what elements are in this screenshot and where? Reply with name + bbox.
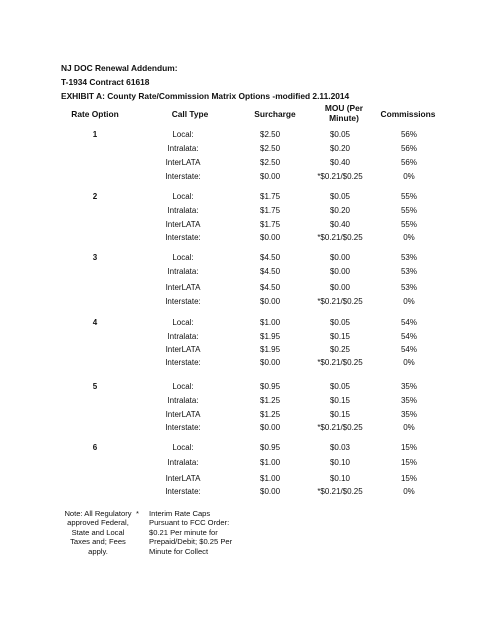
rate-option-number: 6	[92, 443, 98, 452]
commission-cell: 55%	[400, 192, 417, 201]
commission-cell: 35%	[400, 382, 417, 391]
surcharge-cell: $2.50	[260, 158, 281, 167]
mou-cell: $0.00	[329, 253, 351, 262]
commission-cell: 54%	[400, 332, 417, 341]
column-header-rate-option: Rate Option	[71, 109, 119, 119]
note-taxes-line: apply.	[88, 546, 108, 556]
mou-cell: $0.40	[329, 220, 351, 229]
surcharge-cell: $0.95	[260, 382, 281, 391]
surcharge-cell: $4.50	[260, 267, 281, 276]
commission-cell: 53%	[400, 253, 417, 262]
surcharge-cell: $1.75	[260, 220, 281, 229]
mou-cell: $0.15	[329, 396, 351, 405]
rate-option-number: 4	[92, 318, 98, 327]
note-rate-caps-line: Prepaid/Debit; $0.25 Per	[149, 537, 233, 547]
surcharge-cell: $1.95	[260, 345, 281, 354]
column-header-mou-line-1: MOU (Per	[324, 103, 364, 113]
call-type-cell: Interstate:	[165, 423, 201, 432]
note-taxes-line: State and Local	[71, 527, 125, 537]
mou-cell: $0.05	[329, 192, 351, 201]
note-taxes	[58, 509, 138, 556]
mou-cell: $0.03	[329, 443, 351, 452]
note-taxes-line: Note: All Regulatory	[64, 509, 132, 518]
mou-cell: $0.05	[329, 382, 351, 391]
surcharge-cell: $1.75	[260, 192, 281, 201]
mou-cell: $0.05	[329, 318, 351, 327]
surcharge-cell: $1.25	[260, 396, 281, 405]
note-rate-caps-line: Interim Rate Caps	[149, 509, 211, 518]
call-type-cell: Local:	[172, 443, 194, 452]
commission-cell: 0%	[403, 297, 415, 306]
commission-cell: 54%	[400, 318, 417, 327]
call-type-cell: Local:	[172, 318, 194, 327]
surcharge-cell: $0.00	[260, 172, 281, 181]
header-line-1: NJ DOC Renewal Addendum:	[61, 63, 178, 73]
commission-cell: 53%	[400, 267, 417, 276]
commission-cell: 56%	[400, 130, 417, 139]
mou-cell: $0.40	[329, 158, 351, 167]
column-header-call-type: Call Type	[171, 109, 209, 119]
mou-cell: $0.10	[329, 474, 351, 483]
mou-cell: $0.15	[329, 332, 351, 341]
mou-cell: *$0.21/$0.25	[317, 487, 363, 496]
column-header-surcharge: Surcharge	[254, 109, 296, 119]
note-taxes-line: approved Federal,	[67, 518, 129, 528]
call-type-cell: Local:	[172, 130, 194, 139]
mou-cell: $0.25	[329, 345, 351, 354]
mou-cell: $0.05	[329, 130, 351, 139]
surcharge-cell: $4.50	[260, 253, 281, 262]
mou-cell: *$0.21/$0.25	[317, 233, 363, 242]
column-header-mou	[314, 103, 374, 123]
call-type-cell: Intralata:	[167, 267, 199, 276]
commission-cell: 54%	[400, 345, 417, 354]
surcharge-cell: $0.00	[260, 297, 281, 306]
call-type-cell: Interstate:	[165, 172, 201, 181]
mou-cell: $0.15	[329, 410, 351, 419]
rate-option-number: 5	[92, 382, 98, 391]
surcharge-cell: $1.75	[260, 206, 281, 215]
commission-cell: 0%	[403, 358, 415, 367]
surcharge-cell: $2.50	[260, 144, 281, 153]
call-type-cell: InterLATA	[165, 158, 201, 167]
commission-cell: 15%	[400, 474, 417, 483]
mou-cell: $0.20	[329, 206, 351, 215]
surcharge-cell: $4.50	[260, 283, 281, 292]
rate-option-number: 2	[92, 192, 98, 201]
surcharge-cell: $1.00	[260, 318, 281, 327]
surcharge-cell: $0.00	[260, 233, 281, 242]
surcharge-cell: $1.00	[260, 458, 281, 467]
surcharge-cell: $1.00	[260, 474, 281, 483]
rate-option-number: 3	[92, 253, 98, 262]
mou-cell: *$0.21/$0.25	[317, 358, 363, 367]
commission-cell: 53%	[400, 283, 417, 292]
mou-cell: *$0.21/$0.25	[317, 423, 363, 432]
rate-option-number: 1	[92, 130, 98, 139]
surcharge-cell: $0.95	[260, 443, 281, 452]
call-type-cell: InterLATA	[165, 220, 201, 229]
call-type-cell: Local:	[172, 253, 194, 262]
commission-cell: 15%	[400, 458, 417, 467]
call-type-cell: InterLATA	[165, 345, 201, 354]
commission-cell: 35%	[400, 410, 417, 419]
commission-cell: 0%	[403, 233, 415, 242]
call-type-cell: InterLATA	[165, 410, 201, 419]
commission-cell: 0%	[403, 487, 415, 496]
mou-cell: $0.10	[329, 458, 351, 467]
mou-cell: *$0.21/$0.25	[317, 297, 363, 306]
commission-cell: 0%	[403, 423, 415, 432]
call-type-cell: Intralata:	[167, 144, 199, 153]
commission-cell: 56%	[400, 158, 417, 167]
surcharge-cell: $0.00	[260, 423, 281, 432]
call-type-cell: Intralata:	[167, 206, 199, 215]
commission-cell: 0%	[403, 172, 415, 181]
note-rate-caps-line: Minute for Collect	[149, 546, 209, 556]
surcharge-cell: $1.95	[260, 332, 281, 341]
call-type-cell: Interstate:	[165, 487, 201, 496]
call-type-cell: Local:	[172, 382, 194, 391]
commission-cell: 56%	[400, 144, 417, 153]
surcharge-cell: $0.00	[260, 358, 281, 367]
commission-cell: 55%	[400, 220, 417, 229]
surcharge-cell: $2.50	[260, 130, 281, 139]
call-type-cell: Intralata:	[167, 458, 199, 467]
call-type-cell: Interstate:	[165, 358, 201, 367]
call-type-cell: Local:	[172, 192, 194, 201]
mou-cell: *$0.21/$0.25	[317, 172, 363, 181]
call-type-cell: InterLATA	[165, 474, 201, 483]
call-type-cell: Interstate:	[165, 233, 201, 242]
surcharge-cell: $1.25	[260, 410, 281, 419]
mou-cell: $0.00	[329, 267, 351, 276]
header-line-3: EXHIBIT A: County Rate/Commission Matrix Options -modified 2.11.2014	[61, 91, 350, 101]
note-rate-caps-line: $0.21 Per minute for	[149, 527, 218, 537]
note-rate-caps	[149, 509, 259, 556]
note-asterisk: *	[136, 509, 139, 518]
header-line-2: T-1934 Contract 61618	[61, 77, 150, 87]
mou-cell: $0.20	[329, 144, 351, 153]
commission-cell: 55%	[400, 206, 417, 215]
column-header-commissions: Commissions	[380, 109, 436, 119]
mou-cell: $0.00	[329, 283, 351, 292]
surcharge-cell: $0.00	[260, 487, 281, 496]
commission-cell: 15%	[400, 443, 417, 452]
call-type-cell: Intralata:	[167, 332, 199, 341]
call-type-cell: Interstate:	[165, 297, 201, 306]
call-type-cell: InterLATA	[165, 283, 201, 292]
note-taxes-line: Taxes and; Fees	[70, 537, 126, 547]
commission-cell: 35%	[400, 396, 417, 405]
call-type-cell: Intralata:	[167, 396, 199, 405]
column-header-mou-line-2: Minute)	[329, 113, 359, 123]
note-rate-caps-line: Pursuant to FCC Order:	[149, 518, 230, 528]
